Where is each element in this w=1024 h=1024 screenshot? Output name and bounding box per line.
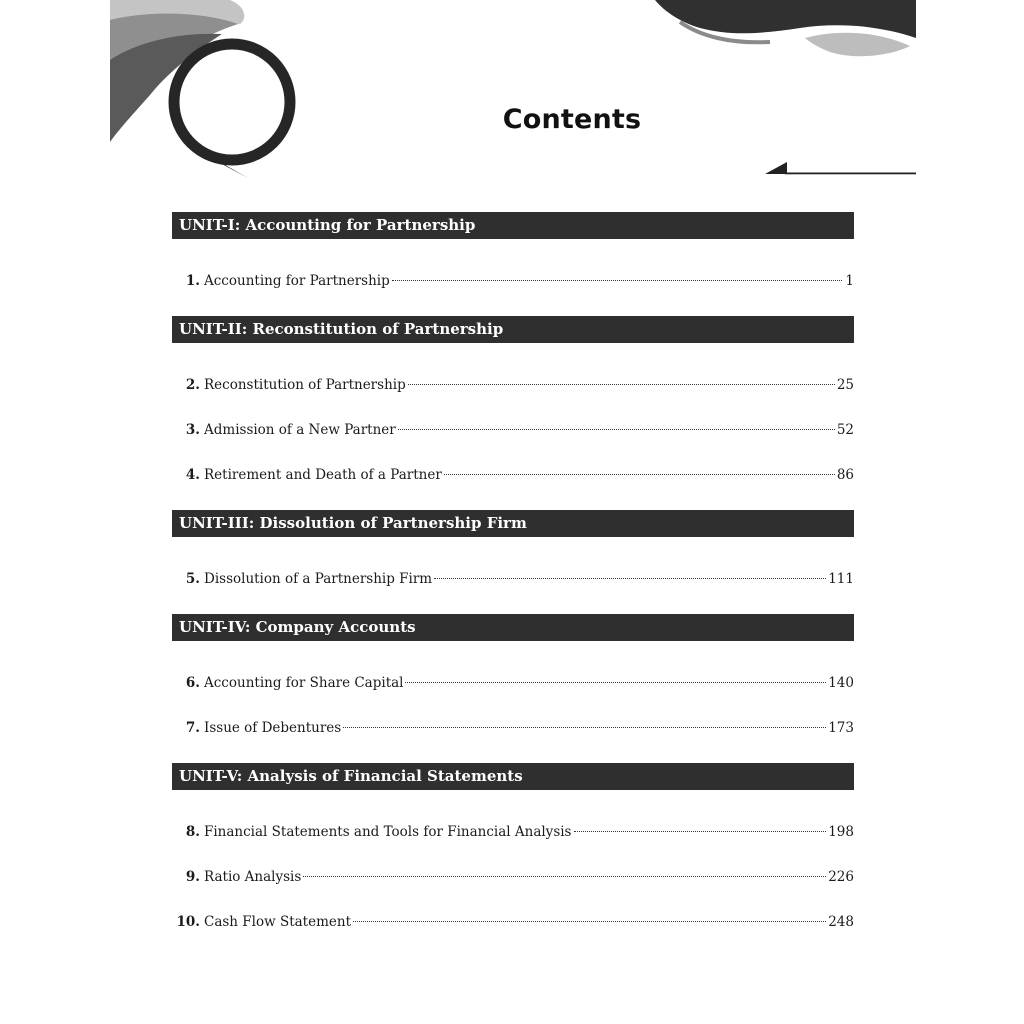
chapter-title: Retirement and Death of a Partner <box>204 467 442 483</box>
rule-line <box>785 173 916 175</box>
unit-section <box>172 763 854 957</box>
rule-arrowhead <box>765 162 787 174</box>
chapter-number: 8. <box>185 824 200 840</box>
unit-entries <box>172 537 854 614</box>
dot-leader <box>353 921 826 922</box>
toc-entry[interactable] <box>172 810 854 855</box>
ring-icon <box>174 44 290 160</box>
chapter-title: Ratio Analysis <box>204 869 302 885</box>
dot-leader <box>392 280 842 281</box>
chapter-title: Cash Flow Statement <box>204 914 351 930</box>
unit-header: UNIT-V: Analysis of Financial Statements <box>172 763 854 790</box>
dot-leader <box>303 876 826 877</box>
dot-leader <box>398 429 835 430</box>
page-number: 52 <box>836 422 854 438</box>
unit-section <box>172 614 854 763</box>
decorative-wave-right <box>640 0 916 60</box>
chapter-number: 2. <box>185 377 200 393</box>
toc-entry[interactable] <box>172 855 854 900</box>
unit-entries <box>172 343 854 510</box>
unit-header: UNIT-II: Reconstitution of Partnership <box>172 316 854 343</box>
unit-section <box>172 316 854 510</box>
unit-header: UNIT-I: Accounting for Partnership <box>172 212 854 239</box>
dot-leader <box>574 831 827 832</box>
toc-entry[interactable] <box>172 706 854 751</box>
unit-entries <box>172 239 854 316</box>
page-number: 111 <box>828 571 854 587</box>
page-number: 173 <box>828 720 854 736</box>
wave-light <box>805 33 910 57</box>
chapter-title: Admission of a New Partner <box>204 422 396 438</box>
page-number: 140 <box>828 675 854 691</box>
chapter-title: Accounting for Share Capital <box>204 675 404 691</box>
chapter-title: Issue of Debentures <box>204 720 342 736</box>
toc-entry[interactable] <box>172 661 854 706</box>
dot-leader <box>408 384 835 385</box>
toc-entry[interactable] <box>172 363 854 408</box>
table-of-contents <box>172 212 854 957</box>
dot-leader <box>343 727 826 728</box>
chapter-number: 5. <box>185 571 200 587</box>
toc-entry[interactable] <box>172 453 854 498</box>
unit-section <box>172 510 854 614</box>
chapter-number: 1. <box>185 273 200 289</box>
decorative-swirl-left <box>110 0 310 180</box>
chapter-number: 3. <box>185 422 200 438</box>
page-number: 86 <box>836 467 854 483</box>
page-number: 226 <box>828 869 854 885</box>
page-number: 198 <box>828 824 854 840</box>
chapter-number: 9. <box>185 869 200 885</box>
unit-entries <box>172 790 854 957</box>
unit-section <box>172 212 854 316</box>
chapter-number: 10. <box>176 914 200 930</box>
toc-entry[interactable] <box>172 557 854 602</box>
chapter-number: 6. <box>185 675 200 691</box>
chapter-title: Dissolution of a Partnership Firm <box>204 571 433 587</box>
dot-leader <box>405 682 826 683</box>
title-underline-rule <box>765 160 916 176</box>
page-number: 1 <box>845 273 854 289</box>
toc-entry[interactable] <box>172 259 854 304</box>
unit-header: UNIT-IV: Company Accounts <box>172 614 854 641</box>
toc-entry[interactable] <box>172 900 854 945</box>
chapter-number: 7. <box>185 720 200 736</box>
page-number: 248 <box>828 914 854 930</box>
chapter-title: Accounting for Partnership <box>204 273 390 289</box>
toc-entry[interactable] <box>172 408 854 453</box>
page-number: 25 <box>836 377 854 393</box>
chapter-title: Financial Statements and Tools for Financial Analysis <box>204 824 572 840</box>
unit-header: UNIT-III: Dissolution of Partnership Firm <box>172 510 854 537</box>
chapter-title: Reconstitution of Partnership <box>204 377 406 393</box>
page-title: Contents <box>502 104 642 136</box>
dot-leader <box>444 474 835 475</box>
unit-entries <box>172 641 854 763</box>
dot-leader <box>434 578 826 579</box>
chapter-number: 4. <box>185 467 200 483</box>
